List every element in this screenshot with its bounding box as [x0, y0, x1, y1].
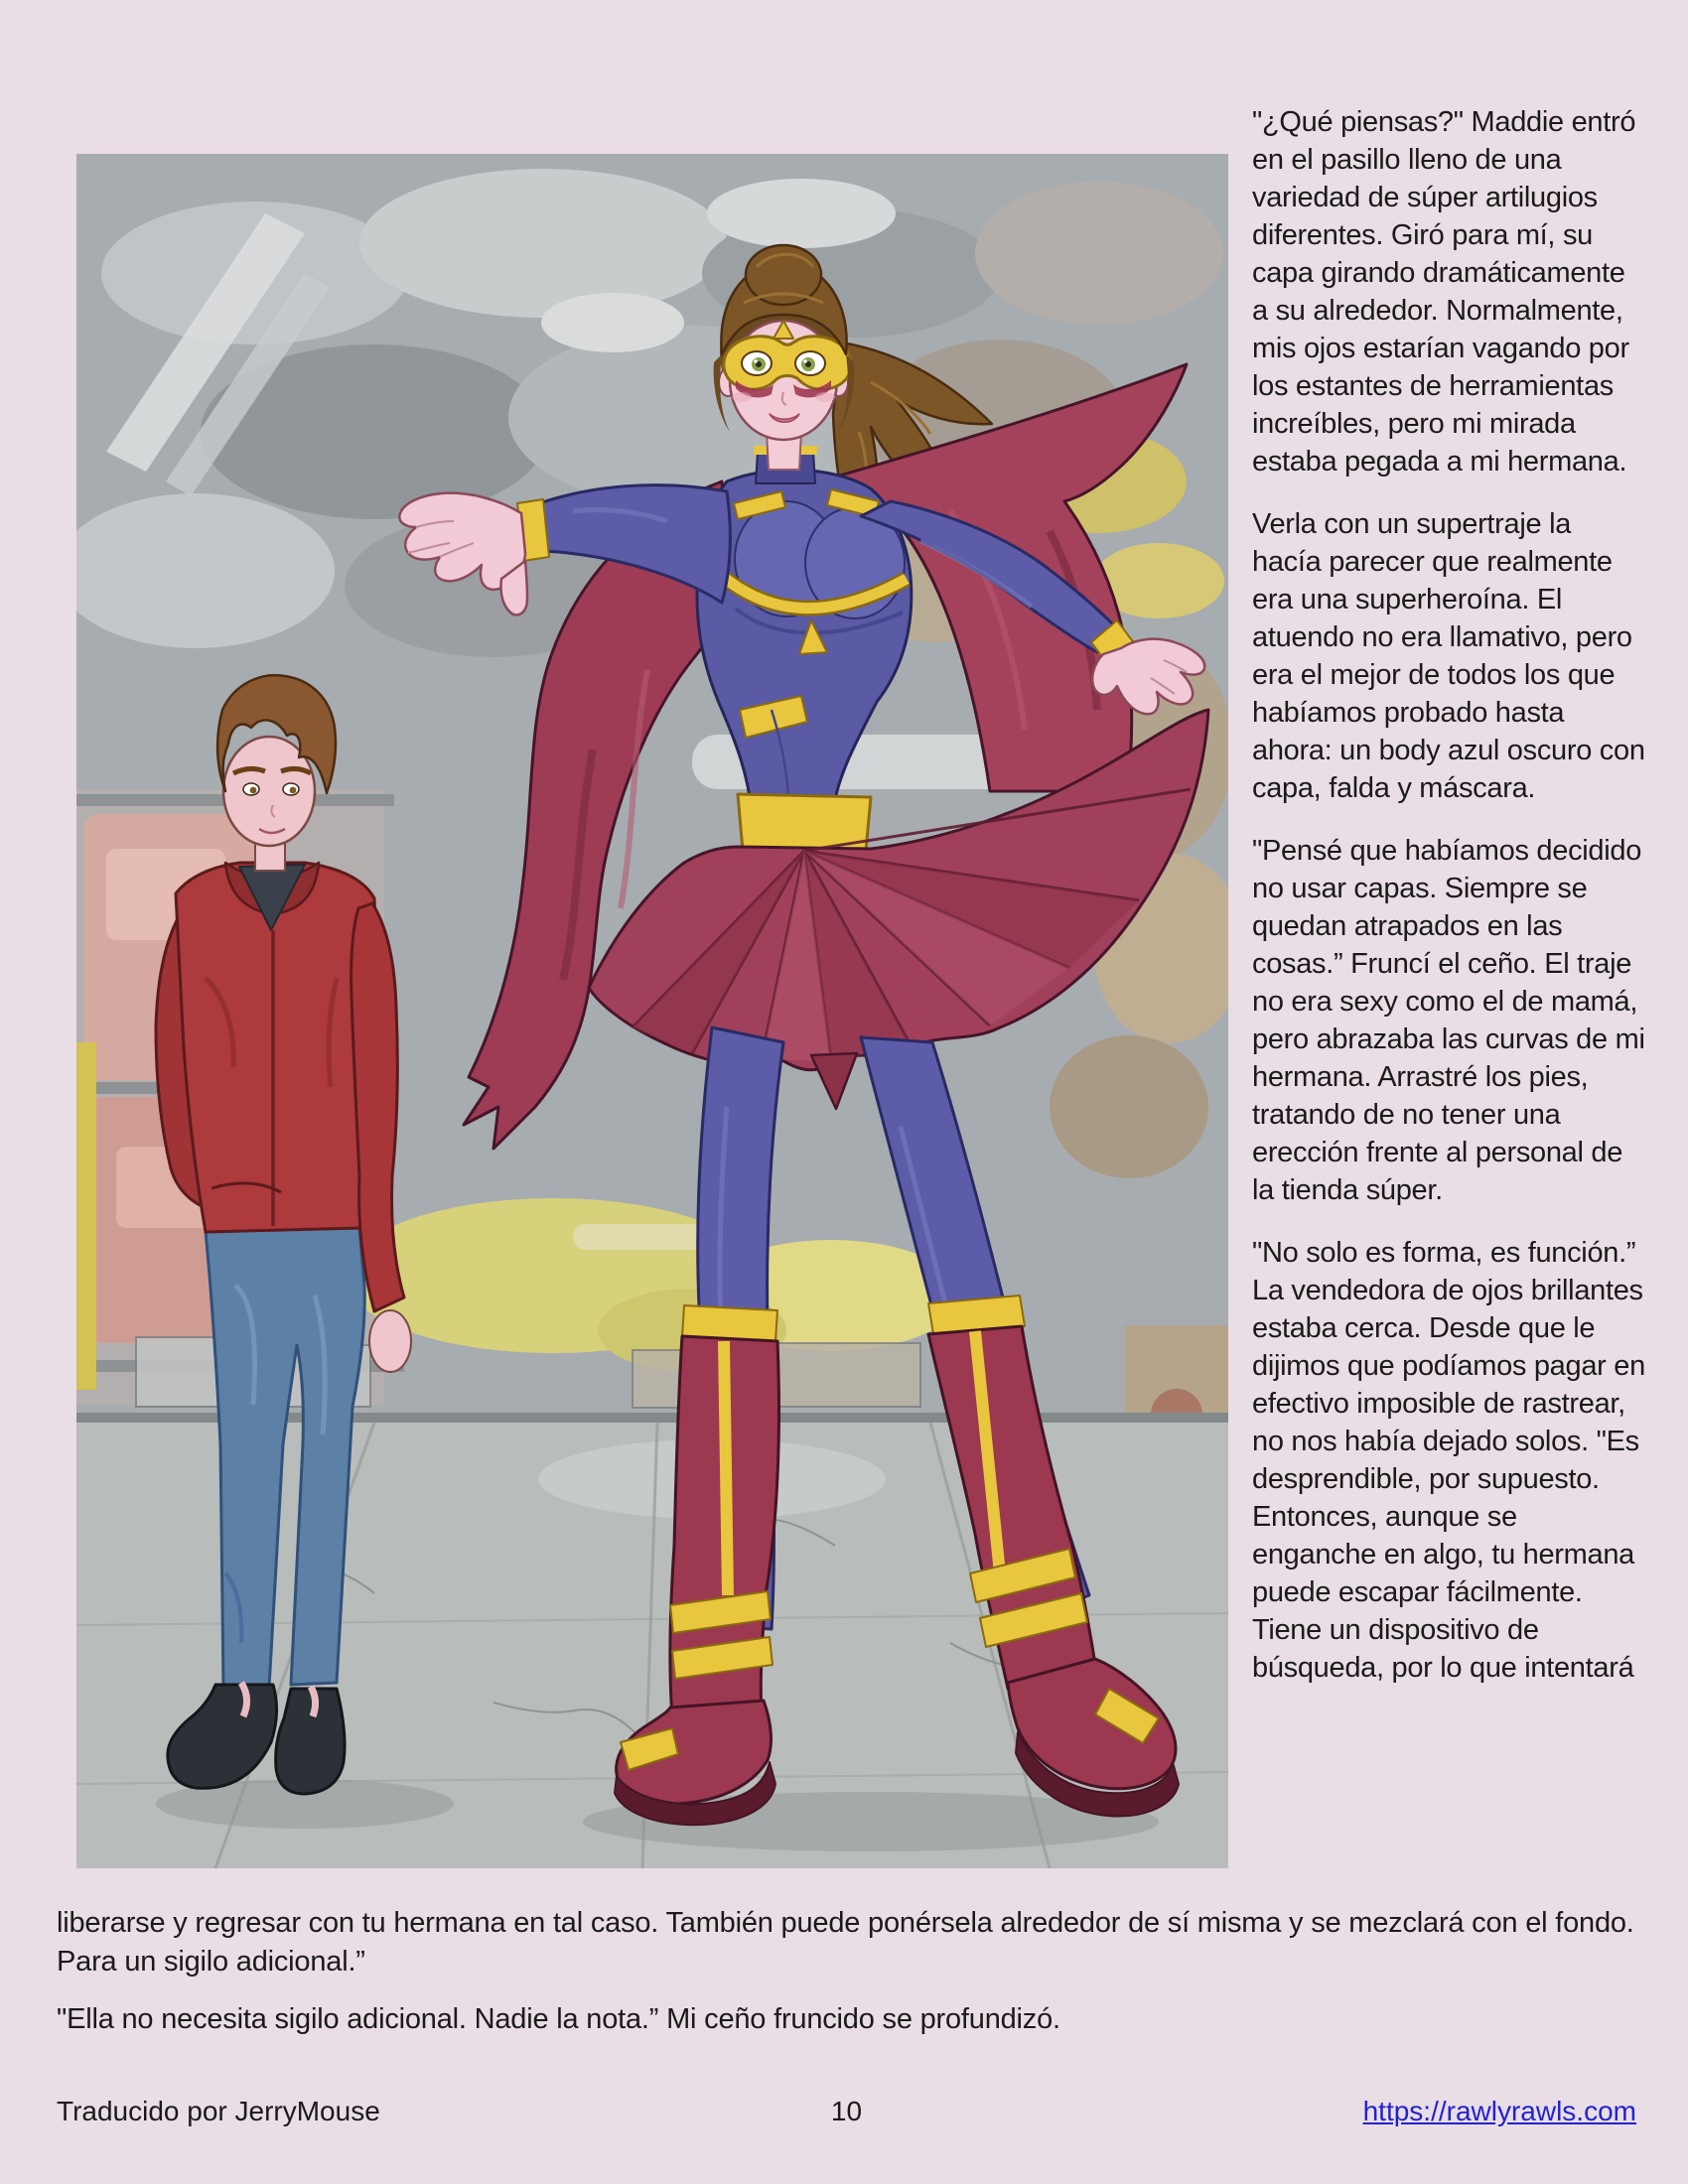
- story-paragraph: "Pensé que habíamos decidido no usar capas. Siempre se quedan atrapados en las cosas.” Fruncí el ceño. El traje no era sexy como el de mamá, pero abrazaba las curvas de mi hermana. Arrastré los pies, tratando de no tener una erección frente al personal de la tienda súper.: [1252, 835, 1645, 1206]
- text-column: [1252, 103, 1647, 1711]
- page-number: 10: [830, 2096, 863, 2126]
- story-paragraph: Verla con un supertraje la hacía parecer que realmente era una superheroína. El atuendo no era llamativo, pero era el mejor de todos los que habíamos probado hasta ahora: un body azul oscuro con capa, falda y máscara.: [1252, 508, 1645, 804]
- translator-credit: Traducido por JerryMouse: [57, 2096, 380, 2126]
- site-link[interactable]: https://rawlyrawls.com: [1362, 2096, 1636, 2126]
- story-illustration: [76, 154, 1228, 1868]
- story-paragraph: "No solo es forma, es función.” La vendedora de ojos brillantes estaba cerca. Desde que le dijimos que podíamos pagar en efectivo imposible de rastrear, no nos había dejado solos. "Es desprendible, por supuesto. Entonces, aunque se enganche en algo, tu hermana puede escapar fácilmente. Tiene un dispositivo de búsqueda, por lo que intentará: [1252, 1237, 1645, 1684]
- story-paragraph: "¿Qué piensas?" Maddie entró en el pasillo lleno de una variedad de súper artilugios diferentes. Giró para mí, su capa girando dramáticamente a su alrededor. Normalmente, mis ojos estarían vagando por los estantes de herramientas increíbles, pero mi mirada estaba pegada a mi hermana.: [1252, 106, 1636, 478]
- story-paragraph: liberarse y regresar con tu hermana en tal caso. También puede ponérsela alrededor de sí misma y se mezclará con el fondo. Para un sigilo adicional.”: [57, 1907, 1634, 1978]
- bottom-text-block: [57, 1904, 1645, 2058]
- story-paragraph: "Ella no necesita sigilo adicional. Nadie la nota.” Mi ceño fruncido se profundizó.: [57, 2003, 1060, 2035]
